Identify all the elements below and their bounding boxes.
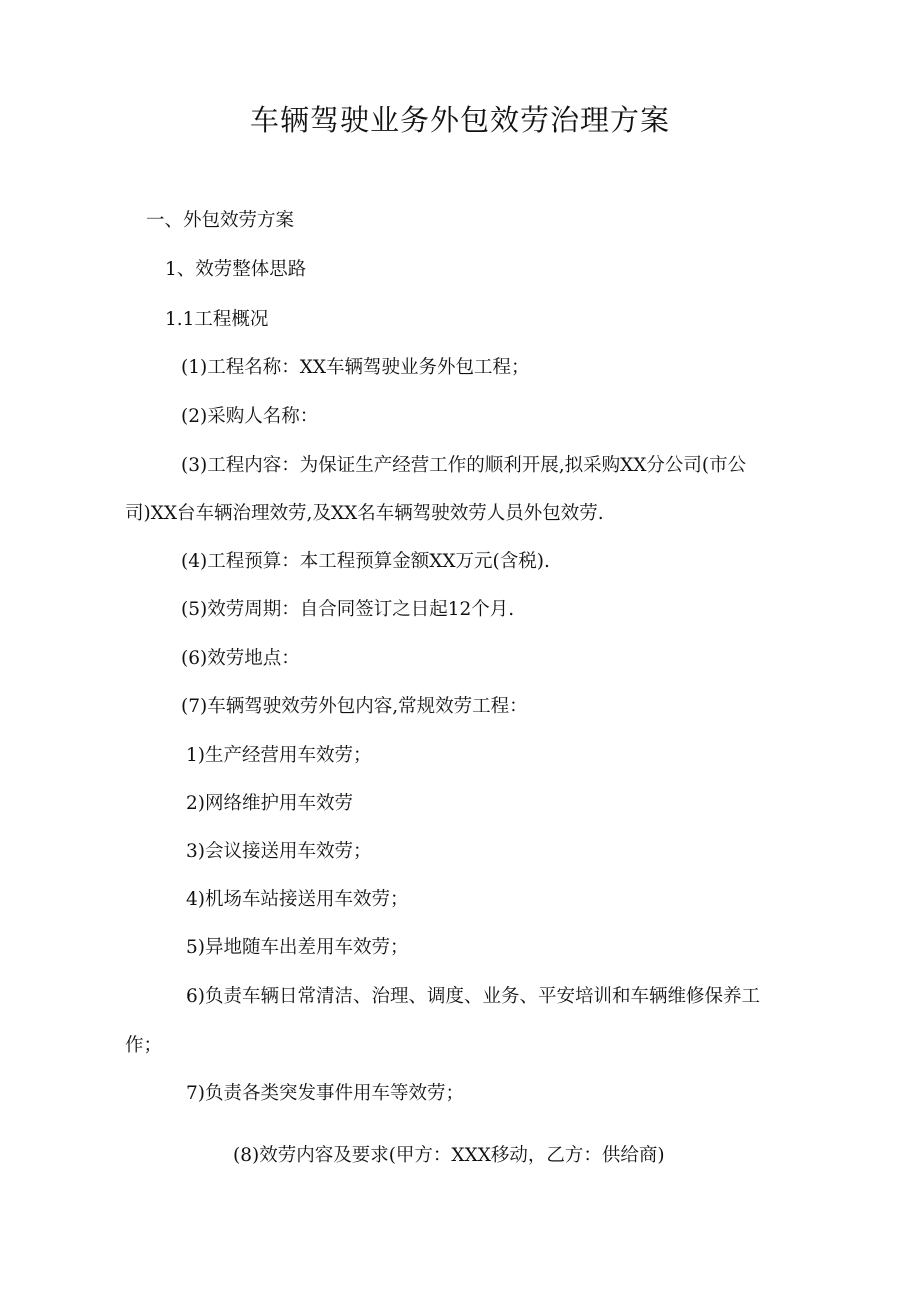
paragraph-purchaser-name: (2)采购人名称： (181, 406, 319, 427)
subsection-heading-project-overview: 1.1工程概况 (165, 309, 269, 330)
paragraph-service-items-intro: (7)车辆驾驶效劳外包内容,常规效劳工程： (181, 696, 528, 717)
list-item-meeting-shuttle: 3)会议接送用车效劳； (186, 841, 372, 862)
document-title: 车辆驾驶业务外包效劳治理方案 (249, 103, 670, 137)
paragraph-project-content-line-1: (3)工程内容：为保证生产经营工作的顺利开展,拟采购XX分公司(市公 (181, 455, 747, 476)
list-item-production-vehicle: 1)生产经营用车效劳； (186, 745, 372, 766)
paragraph-service-requirements: (8)效劳内容及要求(甲方：XXX移动，乙方：供给商) (233, 1145, 665, 1166)
list-item-daily-management-line-1: 6)负责车辆日常清洁、治理、调度、业务、平安培训和车辆维修保养工 (186, 986, 760, 1007)
paragraph-service-period: (5)效劳周期：自合同签订之日起12个月. (181, 599, 515, 620)
section-heading-outsourcing-plan: 一、外包效劳方案 (146, 210, 295, 231)
paragraph-service-location: (6)效劳地点： (181, 648, 300, 669)
paragraph-project-budget: (4)工程预算：本工程预算金额XX万元(含税). (181, 551, 550, 572)
list-item-airport-station-shuttle: 4)机场车站接送用车效劳； (186, 889, 409, 910)
list-item-network-maintenance: 2)网络维护用车效劳 (186, 793, 353, 814)
list-item-daily-management-line-2: 作； (125, 1035, 163, 1056)
subsection-heading-overall-approach: 1、效劳整体思路 (165, 259, 307, 280)
list-item-emergency-vehicle: 7)负责各类突发事件用车等效劳； (186, 1083, 464, 1104)
list-item-business-trip: 5)异地随车出差用车效劳； (186, 937, 409, 958)
paragraph-project-content-line-2: 司)XX台车辆治理效劳,及XX名车辆驾驶效劳人员外包效劳. (125, 503, 604, 524)
paragraph-project-name: (1)工程名称：XX车辆驾驶业务外包工程； (181, 357, 530, 378)
